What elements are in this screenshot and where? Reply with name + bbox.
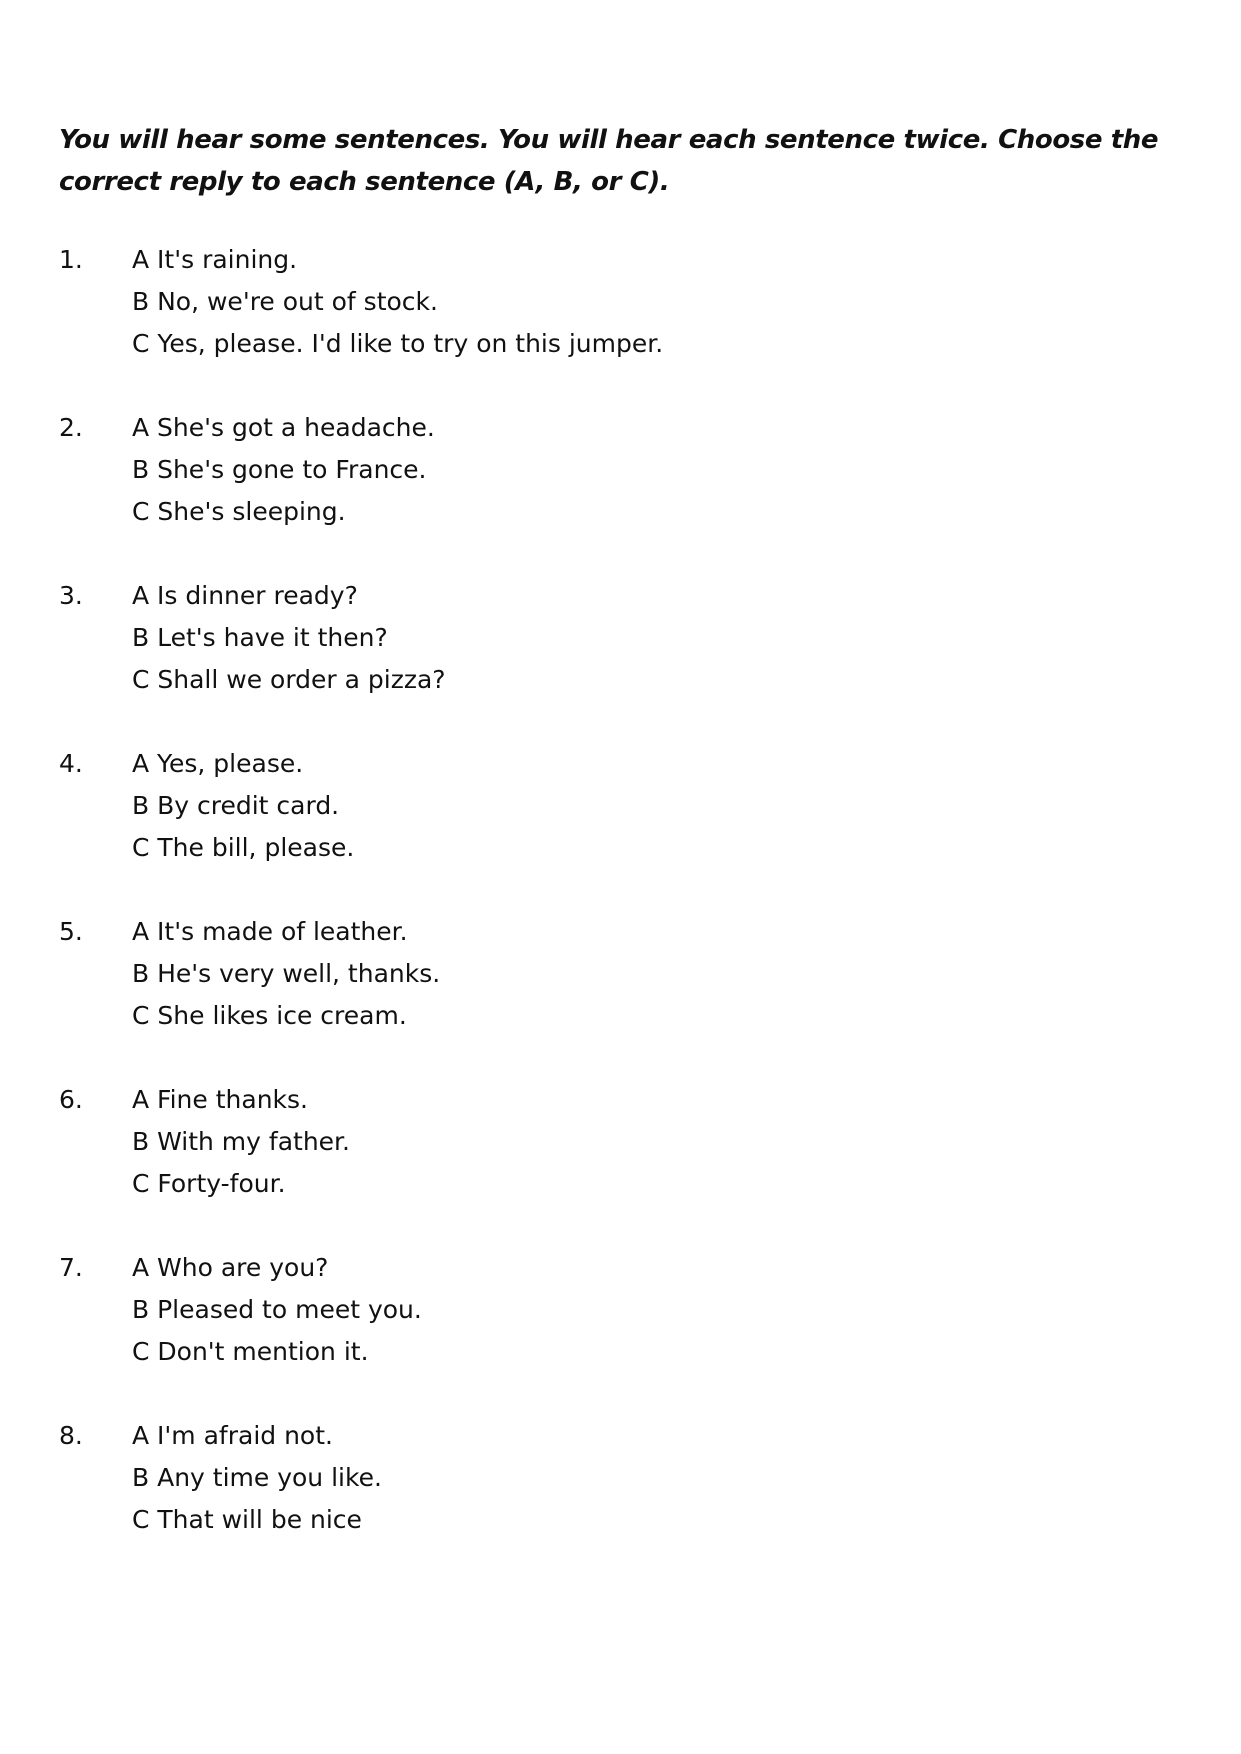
answer-option-c: C Don't mention it. xyxy=(132,1337,369,1366)
answer-options xyxy=(132,407,435,533)
answer-option-a: A It's made of leather. xyxy=(132,917,408,946)
question-list xyxy=(59,239,1171,1541)
answer-option-c: C Forty-four. xyxy=(132,1169,286,1198)
answer-option-b: B By credit card. xyxy=(132,791,340,820)
answer-option-a: A Is dinner ready? xyxy=(132,581,358,610)
answer-option-a: A Who are you? xyxy=(132,1253,329,1282)
answer-option-c: C That will be nice xyxy=(132,1505,362,1534)
question-item xyxy=(59,1247,1171,1373)
question-number: 7. xyxy=(59,1253,83,1282)
question-item xyxy=(59,575,1171,701)
question-item xyxy=(59,239,1171,365)
answer-options xyxy=(132,1247,422,1373)
question-item xyxy=(59,743,1171,869)
question-item xyxy=(59,1079,1171,1205)
question-number: 3. xyxy=(59,581,83,610)
answer-options xyxy=(132,1415,382,1541)
answer-options xyxy=(132,911,440,1037)
question-number: 4. xyxy=(59,749,83,778)
question-number: 5. xyxy=(59,917,83,946)
question-number: 2. xyxy=(59,413,83,442)
answer-option-c: C Yes, please. I'd like to try on this jumper. xyxy=(132,329,664,358)
answer-option-b: B Let's have it then? xyxy=(132,623,388,652)
question-number: 1. xyxy=(59,245,83,274)
answer-option-b: B She's gone to France. xyxy=(132,455,427,484)
answer-option-a: A I'm afraid not. xyxy=(132,1421,333,1450)
answer-options xyxy=(132,1079,350,1205)
answer-option-b: B With my father. xyxy=(132,1127,350,1156)
question-item xyxy=(59,911,1171,1037)
answer-option-b: B He's very well, thanks. xyxy=(132,959,441,988)
instructions-text: You will hear some sentences. You will hear each sentence twice. Choose the correct reply to each sentence (A, B, or C). xyxy=(59,125,1159,197)
answer-option-c: C She's sleeping. xyxy=(132,497,346,526)
answer-option-a: A Fine thanks. xyxy=(132,1085,308,1114)
answer-option-b: B No, we're out of stock. xyxy=(132,287,438,316)
answer-option-c: C Shall we order a pizza? xyxy=(132,665,446,694)
answer-options xyxy=(132,575,446,701)
answer-option-c: C The bill, please. xyxy=(132,833,355,862)
answer-option-b: B Pleased to meet you. xyxy=(132,1295,422,1324)
answer-option-a: A It's raining. xyxy=(132,245,298,274)
answer-option-b: B Any time you like. xyxy=(132,1463,382,1492)
question-item xyxy=(59,407,1171,533)
answer-option-a: A Yes, please. xyxy=(132,749,304,778)
answer-options xyxy=(132,743,354,869)
answer-option-a: A She's got a headache. xyxy=(132,413,435,442)
answer-option-c: C She likes ice cream. xyxy=(132,1001,407,1030)
question-number: 6. xyxy=(59,1085,83,1114)
question-number: 8. xyxy=(59,1421,83,1450)
question-item xyxy=(59,1415,1171,1541)
answer-options xyxy=(132,239,663,365)
